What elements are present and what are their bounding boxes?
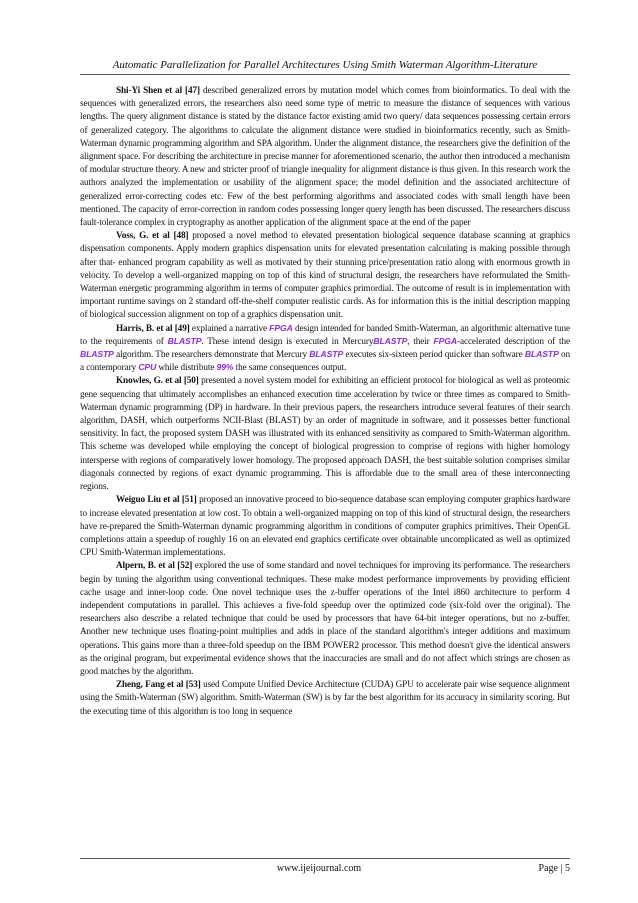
page-number: Page | 5 xyxy=(538,863,570,874)
highlighted-term: BLASTP xyxy=(373,335,408,346)
footer-url: www.ijeijournal.com xyxy=(276,863,362,874)
paragraph-text: explored the use of some standard and novel techniques for improving its performance. The researchers begin by tuning the algorithm using conventional techniques. These make modest performance improvements by providing efficient cache usage and inner-loop code. One novel technique uses the z-buffer operations of the Intel i860 architecture to perform 4 independent computations in parallel. This achieves a five-fold speedup over the optimized code (six-fold over the original). The researchers also describe a related technique that could be used by processors that have 64-bit integer operations, but no z-buffer. Another new technique uses floating-point multiplies and adds in place of the standard algorithm's integer additions and maximum operations. This gains more than a three-fold speedup on the IBM POWER2 processor. This method doesn't give the identical answers as the original program, but experimental evidence shows that the inaccuracies are small and do not affect which strings are chosen as good matches by the algorithm. xyxy=(80,560,570,676)
paragraph-text: . These intend design is executed in Mercury xyxy=(201,335,374,346)
citation-lead: Knowles, G. et al [50] xyxy=(116,375,199,386)
paragraph-text: algorithm. The researchers demonstrate that Mercury xyxy=(113,349,310,360)
highlighted-term: CPU xyxy=(138,362,157,373)
header-rule xyxy=(80,74,570,75)
highlighted-term: BLASTP xyxy=(309,349,344,360)
paragraph-text: used Compute Unified Device Architecture (CUDA) GPU to accelerate pair wise sequence alignment using the Smith-Waterman (SW) algorithm. Smith-Waterman (SW) is by far the best algorithm for its accuracy in similarity scoring. But the executing time of this algorithm is too long in sequence xyxy=(80,679,570,716)
highlighted-term: BLASTP xyxy=(167,335,202,346)
paragraph xyxy=(80,374,570,493)
highlighted-term: BLASTP xyxy=(524,349,559,360)
highlighted-term: FPGA xyxy=(269,322,293,333)
paragraph-text: design intended for banded Smith-Waterman, an algorithmic alternative tune to the requirements of xyxy=(80,322,570,346)
paragraph-text: proposed a novel method to elevated presentation biological sequence database scanning at graphics dispensation components. Apply modern graphics dispensation units for elevated presentation calculating is making possible through after that- enhanced program capability as well as motivated by their stunning price/presentation ratio along with enormous growth in velocity. To develop a well-organized mapping on top of this kind of structural design, the researchers have reformulated the Smith-Waterman energetic programming algorithm in terms of computer graphics primordial. The outcome of result is in implementation with important runtime savings on 2 standard off-the-shelf computer realistic cards. As for information this is the initial description mapping of biological succession alignment on top of a graphics dispensation unit. xyxy=(80,230,570,320)
paragraph-text: while distribute xyxy=(156,362,217,373)
citation-lead: Harris, B. et al [49] xyxy=(116,322,190,333)
paragraph-text: presented a novel system model for exhibiting an efficient protocol for biological as well as proteomic gene sequencing that ultimately accomplishes an enhanced execution time acceleration by twice or three times as compared to Smith-Waterman dynamic programming (DP) in hardware. In their previous papers, the researchers introduce several features of their search algorithm, DASH, which outperforms NCII-Blast (BLAST) by an order of magnitude in software, and it possesses better functional sensitivity. In fact, the proposed system DASH was illustrated with its enhanced sensitivity as compared to Smith-Waterman algorithm. This scheme was developed while employing the concept of biological progression to comprise of regions with higher homology intersperse with regions of comparatively lower homology. The proposed approach DASH, the best suitable solution comprises similar diagonals connected by regions of exact dynamic programming. This is affordable due to the small area of these interconnecting regions. xyxy=(80,375,571,492)
footer-rule xyxy=(80,858,570,859)
highlighted-term: BLASTP xyxy=(80,349,114,360)
paragraph-text: proposed an innovative proceed to bio-sequence database scan employing computer graphics hardware to increase elevated presentation at low cost. To obtain a well-organized mapping on top of this kind of structural design, the researchers have re-prepared the Smith-Waterman dynamic programming algorithm in conditions of computer graphics primitives. Their OpenGL completions attain a speedup of roughly 16 on an elevated end graphics certificate over obtainable uncomplicated as well as optimized CPU Smith-Waterman implementations. xyxy=(80,494,570,558)
paragraph xyxy=(80,84,570,229)
paragraph xyxy=(80,678,570,718)
citation-lead: Shi-Yi Shen et al [47] xyxy=(116,85,200,95)
paragraph-text: , their xyxy=(407,335,434,346)
paragraph-text: described generalized errors by mutation model which comes from bioinformatics. To deal with the sequences with generalized errors, the researchers also need some type of metric to measure the distance of sequences with various lengths. The query alignment distance is stated by the distance factor existing amid two query/ data sequences possessing certain errors of generalized category. The algorithms to calculate the alignment distance were studied in bioinformatics recently, such as Smith-Waterman dynamic programming algorithm and SPA algorithm. Under the alignment distance, the researchers give the definition of the alignment space. For describing the architecture in precise manner for aforementioned scenario, the author then introduced a mechanism of modular structure theory. A new and stricter proof of triangle inequality for alignment distance is thus given. In this research work the authors analyzed the implementation or usability of the alignment space; the model definition and the associated architecture of generalized error-correcting codes etc. Few of the best performing algorithms and associated codes with small length have been mentioned. The capacity of error-correction in random codes possessing longer query length has been discussed. The researchers discuss fault-tolerance complex in cryptography as another application of the alignment space at the end of the paper xyxy=(80,85,571,228)
highlighted-term: 99% xyxy=(216,362,234,373)
running-header: Automatic Parallelization for Parallel Architectures Using Smith Waterman Algorithm-Literature xyxy=(112,59,538,71)
paragraph xyxy=(80,559,570,678)
paragraph-text: the same consequences output. xyxy=(233,362,347,373)
citation-lead: Zheng, Fang et al [53] xyxy=(116,679,201,690)
paragraph xyxy=(80,322,570,375)
article-body xyxy=(80,84,570,718)
citation-lead: Alpern, B. et al [52] xyxy=(116,560,193,571)
paragraph-text: -accelerated description of the xyxy=(457,335,570,346)
citation-lead: Voss, G. et al [48] xyxy=(116,230,189,241)
paragraph-text: on a contemporary xyxy=(80,349,570,373)
paragraph xyxy=(80,493,570,559)
citation-lead: Weiguo Liu et al [51] xyxy=(116,494,197,505)
paragraph-text: explained a narrative xyxy=(189,322,270,333)
paragraph xyxy=(80,229,570,321)
highlighted-term: FPGA xyxy=(433,335,457,346)
paragraph-text: executes six-sixteen period quicker than software xyxy=(343,349,525,360)
